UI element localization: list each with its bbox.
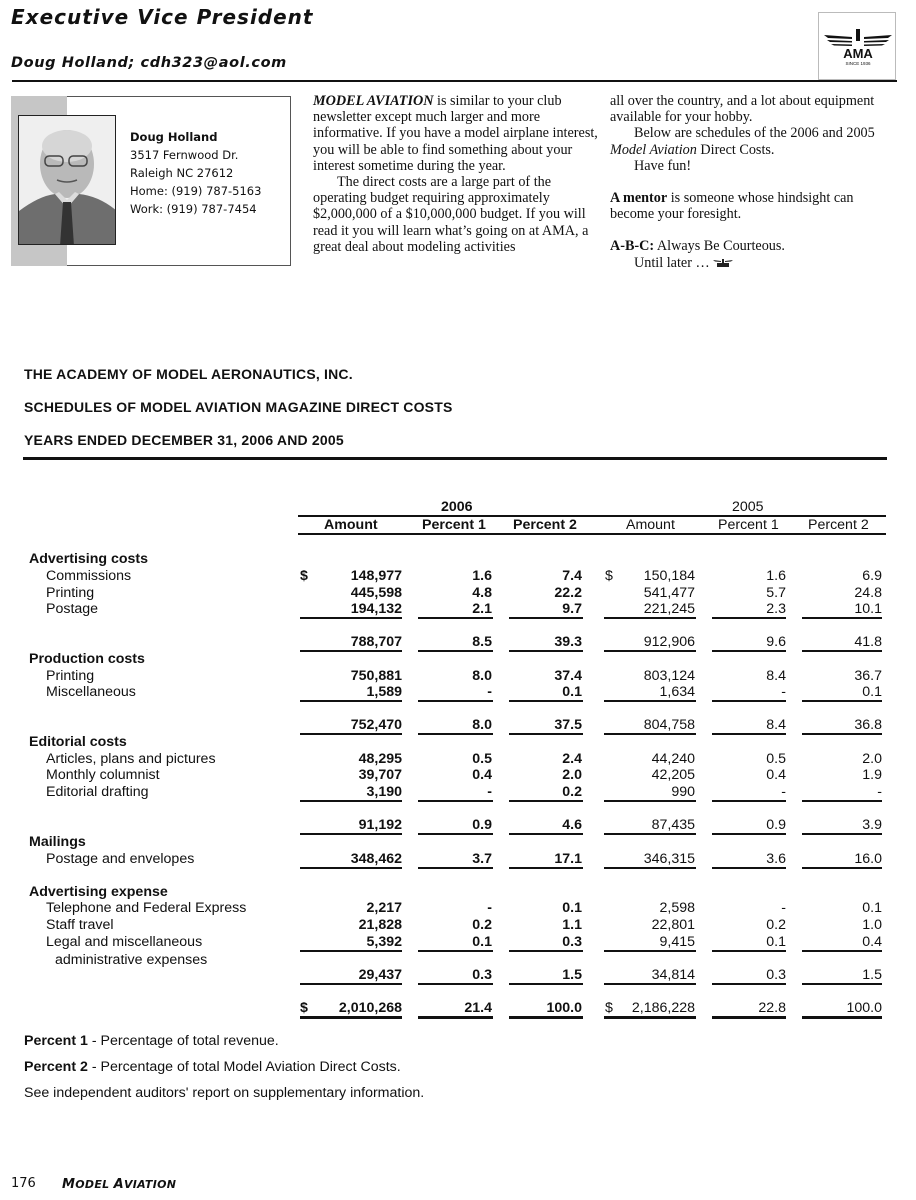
- ama-wings-logo-icon: [822, 29, 894, 67]
- contact-details: [130, 128, 261, 218]
- ama-logo: [818, 12, 896, 80]
- report-divider: [23, 457, 887, 460]
- contact-address-line1: 3517 Fernwood Dr.: [130, 148, 239, 162]
- page-number: 176: [11, 1176, 36, 1191]
- row-label: Printing: [46, 668, 95, 684]
- subtotal-production-costs: 752,470: [350, 717, 402, 733]
- article-paragraph-5: Have fun!: [634, 157, 692, 174]
- svg-text:SINCE 1936: SINCE 1936: [845, 61, 871, 66]
- col-header-pct1-2005: Percent 1: [718, 517, 779, 533]
- row-label: Articles, plans and pictures: [46, 751, 216, 767]
- contact-name: Doug Holland: [130, 130, 218, 144]
- section-advertising-expense: Advertising expense: [29, 884, 168, 900]
- subtotal-advertising-expense: 29,437: [358, 967, 402, 983]
- magazine-footer-title: MODEL AVIATION: [62, 1177, 177, 1192]
- signoff: Until later …: [610, 255, 900, 271]
- row-label: Editorial drafting: [46, 784, 149, 800]
- row-label: Telephone and Federal Express: [46, 900, 247, 916]
- svg-text:AMA: AMA: [843, 46, 873, 61]
- grand-total-2006: 2,010,268: [338, 1000, 402, 1016]
- row-label: Postage and envelopes: [46, 851, 195, 867]
- article-paragraph-1: MODEL AVIATION is similar to your club newsletter except much larger and more informative. If you have a model airplane interest, you will be able to find something about your interest sometime during the year.: [313, 93, 598, 174]
- footnote-auditors: See independent auditors' report on supplementary information.: [24, 1085, 425, 1101]
- col-header-amount-2005: Amount: [626, 517, 675, 533]
- contact-work-phone: Work: (919) 787-7454: [130, 202, 257, 216]
- abc-quote: A-B-C: Always Be Courteous.: [610, 238, 785, 255]
- row-label: Staff travel: [46, 917, 114, 933]
- article-paragraph-2: The direct costs are a large part of the operating budget requiring approximately $2,000,000 of a $10,000,000 budget. If you will read it you will learn what’s going on at AMA, a great deal about modeling activities: [313, 174, 589, 255]
- col-header-pct2-2005: Percent 2: [808, 517, 869, 533]
- section-editorial-costs: Editorial costs: [29, 734, 127, 750]
- contact-address-line2: Raleigh NC 27612: [130, 166, 234, 180]
- row-label: Printing: [46, 585, 95, 601]
- ama-small-logo-icon: [713, 259, 733, 268]
- footnote-percent-2: Percent 2 - Percentage of total Model Aviation Direct Costs.: [24, 1059, 401, 1075]
- grand-total-2005: 2,186,228: [631, 1000, 695, 1016]
- article-column-2: [610, 93, 900, 271]
- subtotal-editorial-costs: 91,192: [358, 817, 402, 833]
- col-header-pct1-2006: Percent 1: [422, 517, 486, 533]
- footnote-percent-1: Percent 1 - Percentage of total revenue.: [24, 1033, 279, 1049]
- article-column-1: [313, 93, 603, 255]
- page-title: Executive Vice President: [11, 5, 314, 29]
- row-label: Miscellaneous: [46, 684, 136, 700]
- section-mailings: Mailings: [29, 834, 86, 850]
- row-label: Commissions: [46, 568, 132, 584]
- report-heading-org: THE ACADEMY OF MODEL AERONAUTICS, INC.: [24, 366, 353, 382]
- col-header-amount-2006: Amount: [324, 517, 378, 533]
- subtotal-advertising-costs: 788,707: [350, 634, 402, 650]
- article-paragraph-4: Below are schedules of the 2006 and 2005 Model Aviation Direct Costs.: [610, 125, 875, 158]
- row-label: Postage: [46, 601, 99, 617]
- magazine-name: MODEL AVIATION: [313, 93, 434, 109]
- author-byline: Doug Holland; cdh323@aol.com: [11, 55, 287, 71]
- mentor-quote: A mentor is someone whose hindsight can become your foresight.: [610, 190, 854, 223]
- section-production-costs: Production costs: [29, 651, 145, 667]
- portrait-photo-icon: [18, 115, 116, 245]
- year-header-2005: 2005: [732, 499, 764, 515]
- section-advertising-costs: Advertising costs: [29, 551, 149, 567]
- report-heading-period: YEARS ENDED DECEMBER 31, 2006 AND 2005: [24, 432, 344, 448]
- year-header-2006: 2006: [441, 499, 473, 515]
- row-label-continued: administrative expenses: [55, 952, 208, 968]
- article-paragraph-3: all over the country, and a lot about equipment available for your hobby.: [610, 93, 875, 126]
- contact-home-phone: Home: (919) 787-5163: [130, 184, 262, 198]
- row-label: Legal and miscellaneous: [46, 934, 203, 950]
- row-label: Monthly columnist: [46, 767, 160, 783]
- col-header-pct2-2006: Percent 2: [513, 517, 577, 533]
- report-heading-schedule: SCHEDULES OF MODEL AVIATION MAGAZINE DIRECT COSTS: [24, 399, 453, 415]
- header-divider: [12, 80, 897, 82]
